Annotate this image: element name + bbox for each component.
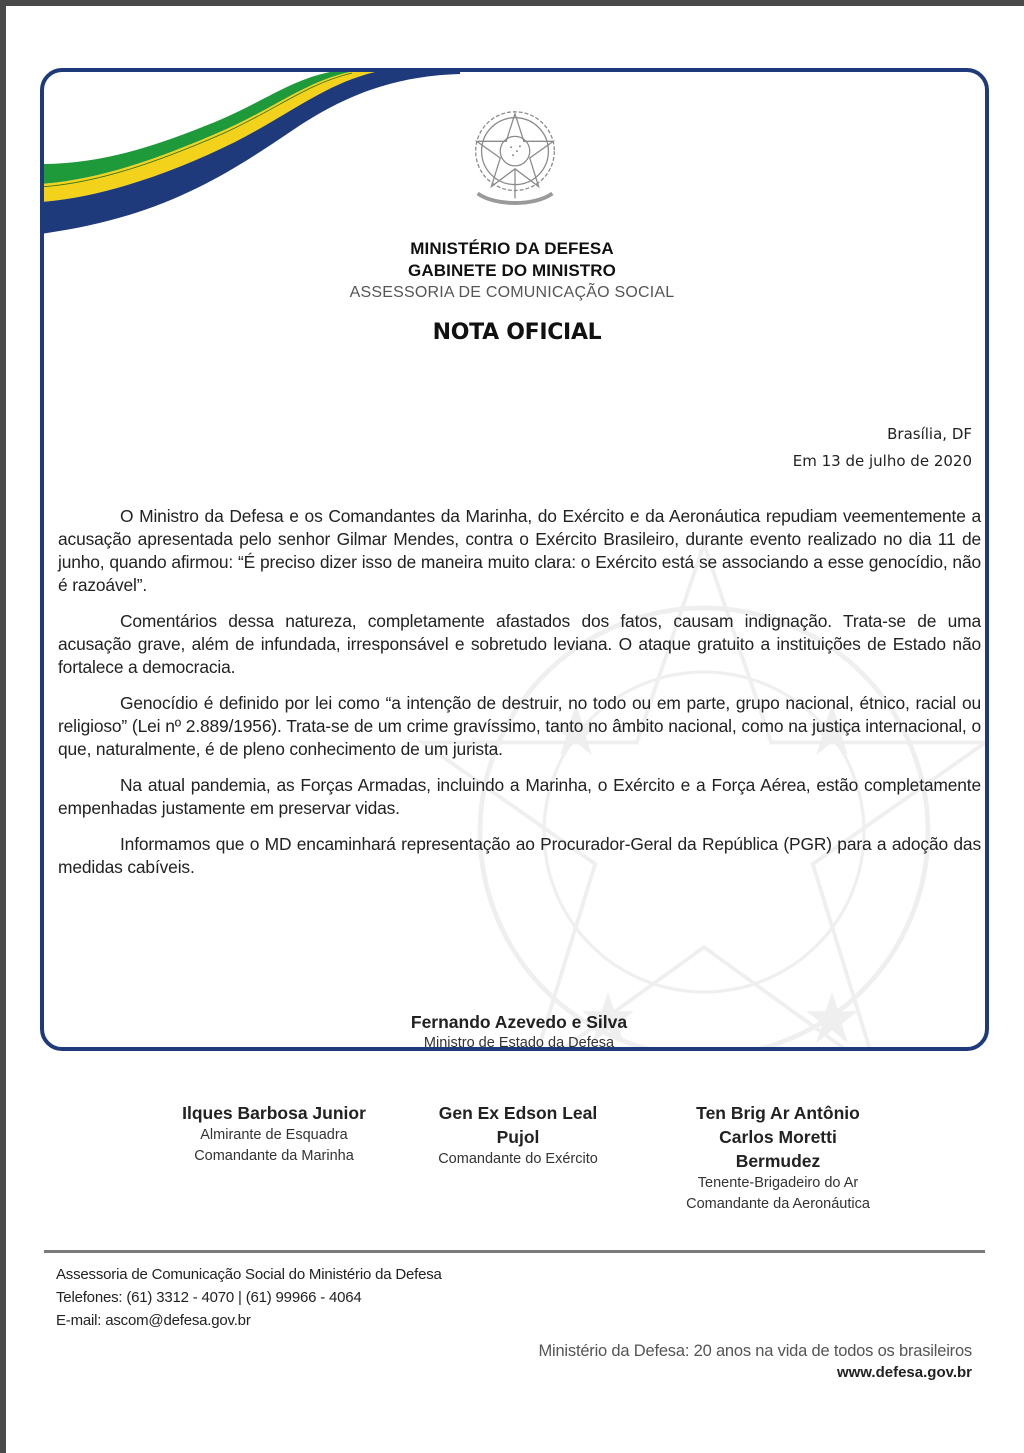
signature-army <box>400 1101 636 1170</box>
signer-name: Bermudez <box>735 1151 821 1171</box>
signer-role: Almirante de Esquadra <box>200 1127 348 1143</box>
viewer-top-edge <box>0 0 1024 6</box>
footer-contact <box>56 1263 442 1332</box>
signer-name: Ten Brig Ar Antônio <box>696 1103 860 1123</box>
signer-role: Ministro de Estado da Defesa <box>423 1035 615 1051</box>
footer-website-link[interactable]: www.defesa.gov.br <box>836 1364 972 1381</box>
paragraph: Comentários dessa natureza, completamente afastados dos fatos, causam indignação. Trata-se de uma acusação grave, além de infundada, irresponsável e sobretudo leviana. O ataque gratuito a instituições de Estado não fortalece a democracia. <box>58 611 981 677</box>
ministry-name: MINISTÉRIO DA DEFESA <box>410 239 614 258</box>
footer-divider <box>44 1250 985 1253</box>
signer-role: Comandante da Aeronáutica <box>686 1196 870 1212</box>
paragraph: Informamos que o MD encaminhará representação ao Procurador-Geral da República (PGR) para a adoção das medidas cabíveis. <box>58 834 981 877</box>
signer-name: Carlos Moretti <box>719 1127 837 1147</box>
viewer-left-edge <box>0 0 6 1453</box>
document-body <box>58 505 981 892</box>
footer-slogan: Ministério da Defesa: 20 anos na vida de todos os brasileiros <box>538 1342 972 1360</box>
date: Em 13 de julho de 2020 <box>792 452 972 470</box>
signature-airforce <box>656 1101 900 1215</box>
paragraph: Genocídio é definido por lei como “a intenção de destruir, no todo ou em parte, grupo nacional, étnico, racial ou religioso” (Lei nº 2.889/1956). Trata-se de um crime gravíssimo, tanto no âmbito nacional, como na justiça internacional, o que, naturalmente, é de pleno conhecimento de um jurista. <box>58 693 981 759</box>
letterhead <box>0 238 1024 304</box>
signer-name: Gen Ex Edson Leal <box>438 1103 598 1123</box>
brazil-coat-of-arms-icon <box>456 100 574 218</box>
signature-minister <box>0 1011 1024 1053</box>
signer-name: Pujol <box>496 1127 540 1147</box>
signer-role: Comandante da Marinha <box>194 1148 354 1164</box>
footer-org: Assessoria de Comunicação Social do Ministério da Defesa <box>56 1266 442 1283</box>
document-title: NOTA OFICIAL <box>432 320 602 345</box>
signer-name: Fernando Azevedo e Silva <box>410 1012 628 1032</box>
footer-branding <box>538 1340 972 1384</box>
footer-email[interactable]: E-mail: ascom@defesa.gov.br <box>56 1312 251 1329</box>
paragraph: Na atual pandemia, as Forças Armadas, incluindo a Marinha, o Exército e a Força Aérea, estão completamente empenhadas justamente em preservar vidas. <box>58 775 981 818</box>
place: Brasília, DF <box>887 425 972 443</box>
signer-name: Ilques Barbosa Junior <box>182 1103 366 1123</box>
department-name: ASSESSORIA DE COMUNICAÇÃO SOCIAL <box>349 284 675 301</box>
place-date <box>793 421 972 475</box>
signature-navy <box>140 1101 408 1167</box>
footer-phones: Telefones: (61) 3312 - 4070 | (61) 99966 - 4064 <box>56 1289 362 1306</box>
signer-role: Tenente-Brigadeiro do Ar <box>697 1175 859 1191</box>
paragraph: O Ministro da Defesa e os Comandantes da Marinha, do Exército e da Aeronáutica repudiam veementemente a acusação apresentada pelo senhor Gilmar Mendes, contra o Exército Brasileiro, durante evento realizado no dia 11 de junho, quando afirmou: “É preciso dizer isso de maneira muito clara: o Exército está se associando a esse genocídio, não é razoável”. <box>58 506 981 595</box>
signer-role: Comandante do Exército <box>438 1151 598 1167</box>
cabinet-name: GABINETE DO MINISTRO <box>408 261 616 280</box>
